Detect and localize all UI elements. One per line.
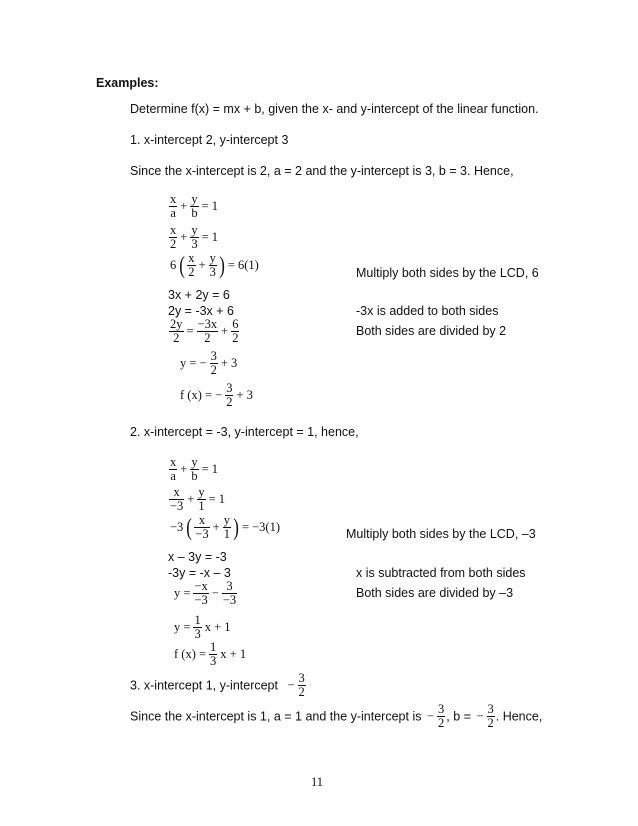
ex2-note-subtracted: x is subtracted from both sides — [356, 566, 526, 580]
ex1-equation-2: $\frac{x}{2}$ + $\frac{y}{3}$ = 1 — [170, 223, 218, 252]
ex2-equation-6: y = $\frac{-x}{-3}$ − $\frac{3}{-3}$ — [174, 579, 237, 608]
example-3-title: 3. x-intercept 1, y-intercept − $\frac{3}{2}$ — [130, 671, 305, 700]
ex2-note-lcd: Multiply both sides by the LCD, –3 — [346, 527, 536, 541]
example-1-title: 1. x-intercept 2, y-intercept 3 — [130, 133, 289, 147]
ex1-equation-5: 2y = -3x + 6 — [168, 304, 235, 318]
ex2-equation-8: f (x) = $\frac{1}{3}$ x + 1 — [174, 640, 247, 669]
example-3-since: Since the x-intercept is 1, a = 1 and the y-intercept is − $\frac{3}{2}$ , b = − $\frac{3}{2}$ . Hence, — [130, 702, 543, 731]
page-number: 11 — [311, 775, 324, 789]
ex2-equation-7: y = $\frac{1}{3}$ x + 1 — [174, 613, 231, 642]
example-1-since: Since the x-intercept is 2, a = 2 and the y-intercept is 3, b = 3. Hence, — [130, 164, 514, 178]
ex2-note-divided: Both sides are divided by –3 — [356, 586, 514, 600]
ex1-equation-4: 3x + 2y = 6 — [168, 288, 230, 302]
ex2-equation-4: x – 3y = -3 — [168, 550, 227, 564]
ex1-equation-7: y = − $\frac{3}{2}$ + 3 — [180, 349, 238, 378]
ex1-equation-6: $\frac{2y}{2}$ = $\frac{-3x}{2}$ + $\frac{6}{2}$ — [170, 317, 239, 346]
ex2-equation-1: $\frac{x}{a}$ + $\frac{y}{b}$ = 1 — [170, 455, 218, 484]
ex1-note-lcd: Multiply both sides by the LCD, 6 — [356, 266, 539, 280]
ex1-equation-8: f (x) = − $\frac{3}{2}$ + 3 — [180, 381, 253, 410]
ex1-equation-1: $\frac{x}{a}$ + $\frac{y}{b}$ = 1 — [170, 192, 218, 221]
ex2-equation-5: -3y = -x – 3 — [168, 566, 231, 580]
ex1-note-added: -3x is added to both sides — [356, 304, 499, 318]
examples-heading: Examples: — [96, 76, 159, 90]
ex2-equation-2: $\frac{x}{-3}$ + $\frac{y}{1}$ = 1 — [170, 485, 226, 514]
ex1-note-divided: Both sides are divided by 2 — [356, 324, 507, 338]
ex1-equation-3: 6 ( $\frac{x}{2}$ + $\frac{y}{3}$ ) = 6(1) — [170, 251, 259, 280]
intro-text: Determine f(x) = mx + b, given the x- and y-intercept of the linear function. — [130, 102, 539, 116]
ex2-equation-3: −3 ( $\frac{x}{-3}$ + $\frac{y}{1}$ ) = −3(1) — [170, 513, 280, 542]
example-2-title: 2. x-intercept = -3, y-intercept = 1, hence, — [130, 425, 359, 439]
